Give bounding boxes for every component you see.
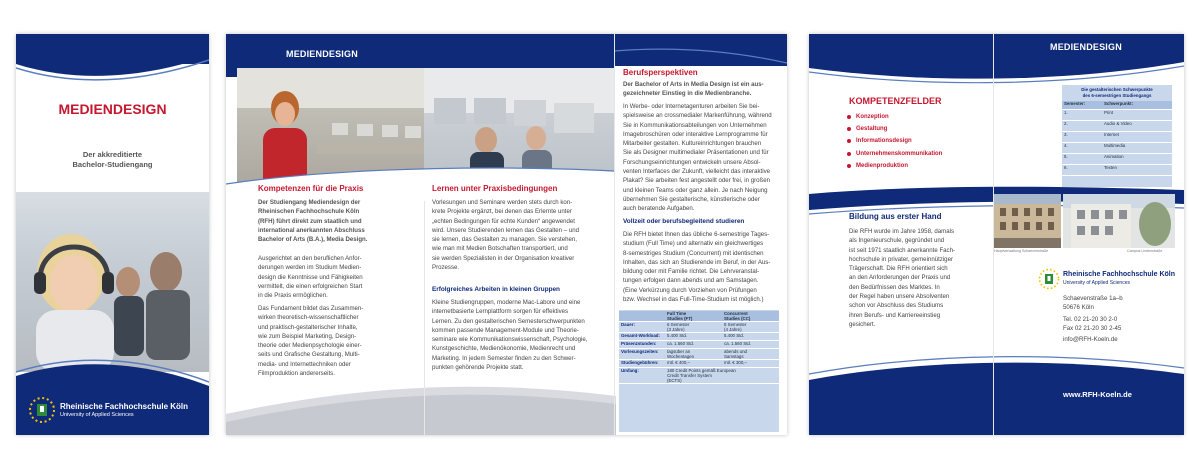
list-item: Gestaltung: [847, 123, 942, 135]
back-bottom-swoosh: [809, 352, 1184, 392]
bildung-para: Die RFH wurde im Jahre 1958, damals als Ingenieurschule, gegründet und ist seit 1971 staatlich anerkannte Fach- hochschule in privater, gemeinnütziger Trägerschaft. Die RFH orientiert sich an den Anforderungen der Praxis und den Bedürfnissen des Marktes. In der Regel haben unsere Absolventen schon vor Abschluss des Studiums ihren Berufs- und Karriereeinstieg gesichert.: [849, 228, 956, 328]
students-with-headphones-image: [16, 192, 209, 372]
back-spread: [809, 34, 1184, 435]
contact-phone: Tel. 02 21-20 30 2-0 Fax 02 21-20 30 2-45: [1063, 316, 1122, 333]
table-row: Dauer: 6 Semester (3 Jahre) 8 Semester (4 Jahre): [619, 322, 779, 333]
study-table-header: Full Time Studies (FT) Concurrent Studies (CC): [619, 311, 779, 322]
contact-logo-name: Rheinische Fachhochschule Köln: [1063, 271, 1176, 278]
table-row: 4. Multimedia: [1062, 142, 1172, 153]
contact-address: Schaevenstraße 1a–b 50676 Köln: [1063, 295, 1123, 312]
cover-bottom-swoosh: [16, 350, 209, 390]
kompetenzen-heading: Kompetenzen für die Praxis: [258, 184, 364, 193]
lernen-para2: Kleine Studiengruppen, moderne Mac-Labore und eine internetbasierte Lernplattform sorgen für effektives Lernen. Zu den gestalterischen Semesterschwerpunkten kommen passende Management-Module und Theorie- seminare wie Kommunikationswissenschaft, Psychologie, Kunstgeschichte, Medienökonomie, Medienrecht und Marketing. In jedem Semester finden zu den Schwer- punkten gehörende Projekte statt.: [432, 299, 588, 372]
study-table: [619, 311, 779, 384]
table-row: Vorlesungszeiten: tagsüber an Wochentagen abends und Samstags: [619, 349, 779, 360]
kompetenzfelder-heading: KOMPETENZFELDER: [849, 96, 942, 106]
schwerpunkte-title: Die gestalterischen Schwerpunkte des 6-semestrigen Studiengangs: [1081, 87, 1153, 98]
table-row: 5. Animation: [1062, 153, 1172, 164]
cover-logo-sub: University of Applied Sciences: [60, 412, 134, 418]
spread-header-title: MEDIENDESIGN: [286, 49, 358, 59]
back-fold-line: [993, 34, 994, 435]
caption-right: Campus Lindenstraße: [1127, 249, 1163, 253]
beruf-heading: Berufsperspektiven: [623, 68, 698, 77]
photo-building-main: [994, 194, 1061, 248]
cover-subtitle: Der akkreditierte Bachelor-Studiengang: [72, 150, 153, 169]
kompetenzen-para3: Das Fundament bildet das Zusammen- wirken theoretisch-wissenschaftlicher und praktisch-gestalterischer Inhalte, wie zum Beispiel Marketing, Design- theorie oder Medienpsychologie einer- seits und Grafische Gestaltung, Multi- media- und Internettechniken oder Filmproduktion andererseits.: [258, 305, 364, 378]
table-row: 3. Internet: [1062, 131, 1172, 142]
list-item: Konzeption: [847, 111, 942, 123]
campus-image: [1063, 194, 1175, 248]
caption-left: Hauptverwaltung Schaevenstraße: [994, 249, 1049, 253]
beruf-para2: Die RFH bietet Ihnen das übliche 6-semestrige Tages- studium (Full Time) und alternativ ein gleichwertiges 8-semestriges Studium (Concurrent) mit identischen Inhalten, das sich an Studierende im Beruf, in der Aus- bildung oder mit Familie richtet. Die Lehrveranstal- tungen erfolgen dann abends und am Samstagen. (Eine Verkürzung durch Vorziehen von Prüfungen bzw. Wechsel in das Full-Time-Studium ist möglich.): [623, 231, 771, 304]
rfh-logo-icon: [1038, 268, 1060, 290]
cover-top-swoosh: [16, 52, 209, 92]
fold-line-2: [614, 34, 615, 435]
table-row: Gesamt-Workload: 5.400 Std. 5.400 Std.: [619, 333, 779, 341]
lernen-subheading: Erfolgreiches Arbeiten in kleinen Gruppen: [432, 286, 560, 293]
building-image: [994, 194, 1061, 248]
kompetenzen-para2: Ausgerichtet an den beruflichen Anfor- derungen werden im Studium Medien- design die Kenntnisse und Fähigkeiten vermittelt, die einen erfolgreichen Start in die Praxis ermöglichen.: [258, 255, 363, 300]
table-row: Umfang: 180 Credit Points gemäß European Credit Transfer System (ECTS): [619, 368, 779, 384]
spread-bottom-swoosh: [226, 374, 616, 435]
fold-line-1: [424, 201, 425, 435]
schwerpunkte-header: Semester: Schwerpunkt:: [1062, 101, 1172, 109]
beruf-top-swoosh: [614, 44, 787, 66]
contact-logo-sub: University of Applied Sciences: [1063, 280, 1130, 286]
back-header-title: MEDIENDESIGN: [1050, 42, 1122, 52]
cover-panel: [16, 34, 209, 435]
lernen-heading: Lernen unter Praxisbedingungen: [432, 184, 558, 193]
list-item: Informationsdesign: [847, 135, 942, 147]
table-row: Studiengebühren: mtl. € 400,– mtl. € 300,–: [619, 360, 779, 368]
kompetenzfelder-list: [847, 111, 942, 172]
cover-title: MEDIENDESIGN: [58, 101, 167, 117]
table-row: 6. Texten: [1062, 164, 1172, 175]
footer-url[interactable]: www.RFH-Koeln.de: [1063, 390, 1132, 399]
table-row: Präsenzstunden: ca. 1.560 Std. ca. 1.560 Std.: [619, 341, 779, 349]
cover-footer: [16, 388, 209, 435]
lernen-para1: Vorlesungen und Seminare werden stets durch kon- krete Projekte ergänzt, bei denen das Erlernte unter „echten Bedingungen für echte Kunden“ angewendet wird. Unsere Studierenden lernen das Gestalten – und sie lernen, das Gestalten zu managen. Sie verstehen, wie man mit Medien Botschaften transportiert, und sie werden Spezialisten in der Organisation kreativer Prozesse.: [432, 199, 580, 272]
beruf-subheading: Vollzeit oder berufsbegleitend studieren: [623, 218, 745, 225]
kompetenzen-lead: Der Studiengang Mediendesign der Rheinischen Fachhochschule Köln (RFH) führt direkt zum staatlich und international anerkannten Abschluss Bachelor of Arts (B.A.), Media Design.: [258, 199, 368, 244]
photo-building-campus: [1063, 194, 1175, 248]
list-item: Medienproduktion: [847, 160, 942, 172]
table-row: 1. Print: [1062, 109, 1172, 120]
beruf-lead: Der Bachelor of Arts in Media Design ist ein aus- gezeichneter Einstieg in die Medienbranche.: [623, 81, 764, 98]
rfh-logo-icon: [28, 396, 56, 424]
cover-photo-students: [16, 192, 209, 372]
list-item: Unternehmenskommunikation: [847, 148, 942, 160]
table-row: 2. Audio & Video: [1062, 120, 1172, 131]
inner-spread: [226, 34, 787, 435]
beruf-para1: In Werbe- oder Internetagenturen arbeiten Sie bei- spielsweise an crossmedialer Markenführung, während Sie in Kommunikationsabteilungen von Unternehmen Imagebroschüren oder interaktive Lernprogramme für Mitarbeiter gestalten. Kultureinrichtungen brauchen Sie als Designer multimedialer Präsentationen und für Forschungseinrichtungen entwickeln unsere Absol- venten Interfaces der Zukunft, vielleicht das interaktive Plakat? Sie arbeiten fest angestellt oder frei, in großen und kleinen Teams oder ganz allein. Je nach Neigung übernehmen Sie gestalterische, künstlerische oder auch beratende Aufgaben.: [623, 103, 772, 213]
cover-logo-name: Rheinische Fachhochschule Köln: [60, 402, 189, 411]
bildung-heading: Bildung aus erster Hand: [849, 212, 942, 221]
contact-email[interactable]: info@RFH-Koeln.de: [1063, 336, 1118, 343]
schwerpunkte-table: [1062, 101, 1172, 176]
